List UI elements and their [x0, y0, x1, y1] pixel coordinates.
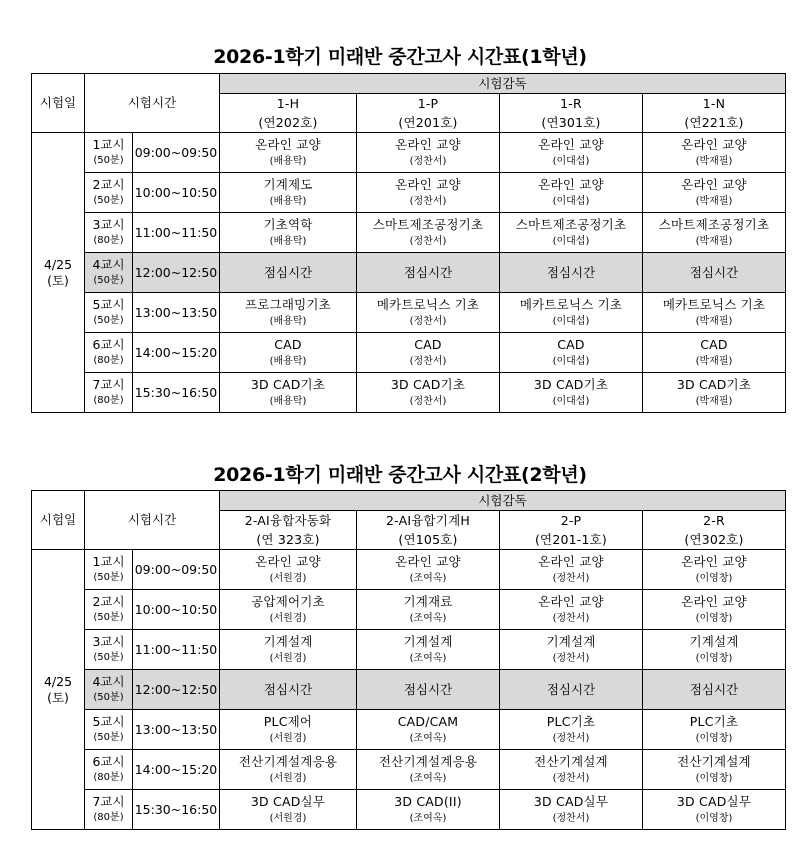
subject-cell: [357, 373, 500, 413]
subject-cell: [500, 373, 643, 413]
period-duration: (50분): [93, 275, 124, 287]
subject-name: 온라인 교양: [681, 176, 747, 192]
proctor-name: (배용탁): [269, 315, 307, 327]
period-cell: [85, 590, 133, 630]
proctor-name: (서원경): [269, 732, 307, 744]
proctor-name: (정찬서): [552, 572, 590, 584]
period-cell: [85, 710, 133, 750]
proctor-name: (정찬서): [409, 195, 447, 207]
subject-cell: [220, 550, 357, 590]
subject-name: 온라인 교양: [681, 136, 747, 152]
lunch-cell: 점심시간: [357, 670, 500, 710]
subject-name: 전산기계설계응용: [238, 753, 338, 769]
time-cell: 10:00~10:50: [133, 590, 220, 630]
class-room: (연202호): [258, 114, 318, 130]
subject-name: 온라인 교양: [538, 176, 604, 192]
period-cell: [85, 790, 133, 830]
subject-name: CAD: [414, 336, 442, 352]
proctor-name: (정찬서): [552, 732, 590, 744]
subject-cell: [500, 790, 643, 830]
proctor-name: (정찬서): [409, 155, 447, 167]
period-duration: (50분): [93, 315, 124, 327]
class-room: (연201-1호): [534, 531, 608, 547]
subject-name: 기계설계: [689, 633, 739, 649]
table-row: [32, 590, 786, 630]
subject-cell: [220, 133, 357, 173]
subject-name: 공압제어기초: [251, 593, 325, 609]
subject-name: 기계설계: [263, 633, 313, 649]
period-duration: (50분): [93, 195, 124, 207]
proctor-name: (정찬서): [552, 772, 590, 784]
subject-cell: [643, 333, 786, 373]
table-row: [32, 710, 786, 750]
subject-cell: [500, 293, 643, 333]
exam-schedule-table-grade2: [31, 490, 786, 830]
subject-name: 온라인 교양: [255, 136, 321, 152]
subject-name: 3D CAD기초: [676, 376, 752, 392]
proctor-name: (배용탁): [269, 235, 307, 247]
lunch-row: [32, 670, 786, 710]
proctor-name: (배용탁): [269, 195, 307, 207]
subject-cell: [357, 133, 500, 173]
subject-cell: [220, 333, 357, 373]
subject-name: 3D CAD(II): [394, 793, 462, 809]
subject-cell: [643, 630, 786, 670]
proctor-name: (이대섭): [552, 355, 590, 367]
table-row: [32, 550, 786, 590]
time-cell: 12:00~12:50: [133, 670, 220, 710]
subject-name: CAD/CAM: [397, 713, 459, 729]
class-header-cell: [643, 511, 786, 550]
period-cell: [85, 670, 133, 710]
page-title-grade1: 2026-1학기 미래반 중간고사 시간표(1학년): [213, 46, 587, 68]
subject-cell: [500, 750, 643, 790]
proctor-name: (배용탁): [269, 395, 307, 407]
period-cell: [85, 213, 133, 253]
period-label: 5교시: [92, 714, 125, 730]
subject-cell: [357, 333, 500, 373]
time-cell: 09:00~09:50: [133, 550, 220, 590]
period-cell: [85, 630, 133, 670]
period-label: 7교시: [92, 377, 125, 393]
subject-name: 메카트로닉스 기초: [662, 296, 766, 312]
proctor-name: (정찬서): [552, 812, 590, 824]
time-cell: 13:00~13:50: [133, 293, 220, 333]
class-name: 1-N: [702, 95, 726, 111]
period-duration: (50분): [93, 612, 124, 624]
subject-name: 메카트로닉스 기초: [376, 296, 480, 312]
page-title-grade2: 2026-1학기 미래반 중간고사 시간표(2학년): [213, 464, 587, 486]
subject-name: PLC기초: [546, 713, 596, 729]
header-row: [32, 74, 786, 94]
subject-name: 전산기계설계: [534, 753, 608, 769]
subject-cell: [357, 590, 500, 630]
period-duration: (50분): [93, 692, 124, 704]
subject-name: 기계설계: [546, 633, 596, 649]
subject-name: 스마트제조공정기초: [658, 216, 770, 232]
proctor-name: (이영창): [695, 652, 733, 664]
proctor-name: (정찬서): [552, 652, 590, 664]
class-room: (연 323호): [256, 531, 320, 547]
period-cell: [85, 253, 133, 293]
class-name: 1-R: [560, 95, 582, 111]
table-row: [32, 790, 786, 830]
proctor-name: (박재필): [695, 395, 733, 407]
period-duration: (80분): [93, 355, 124, 367]
period-cell: [85, 293, 133, 333]
proctor-header: 시험감독: [220, 74, 786, 94]
subject-cell: [643, 750, 786, 790]
period-label: 7교시: [92, 794, 125, 810]
time-cell: 14:00~15:20: [133, 333, 220, 373]
subject-name: PLC기초: [689, 713, 739, 729]
class-name: 2-R: [703, 512, 725, 528]
subject-cell: [220, 293, 357, 333]
exam-time-header: 시험시간: [85, 74, 220, 133]
proctor-header: 시험감독: [220, 491, 786, 511]
period-duration: (50분): [93, 572, 124, 584]
exam-date: 4/25: [43, 256, 73, 272]
period-label: 6교시: [92, 754, 125, 770]
subject-cell: [220, 630, 357, 670]
proctor-name: (서원경): [269, 572, 307, 584]
subject-cell: [643, 590, 786, 630]
proctor-name: (이영창): [695, 772, 733, 784]
subject-cell: [500, 213, 643, 253]
subject-cell: [220, 213, 357, 253]
exam-date-cell: [32, 133, 85, 413]
proctor-name: (박재필): [695, 155, 733, 167]
header-row: [32, 491, 786, 511]
time-cell: 11:00~11:50: [133, 630, 220, 670]
table-row: [32, 373, 786, 413]
proctor-name: (서원경): [269, 652, 307, 664]
subject-name: CAD: [274, 336, 302, 352]
time-cell: 13:00~13:50: [133, 710, 220, 750]
period-duration: (80분): [93, 235, 124, 247]
subject-cell: [357, 790, 500, 830]
lunch-cell: 점심시간: [500, 670, 643, 710]
time-cell: 15:30~16:50: [133, 790, 220, 830]
time-cell: 11:00~11:50: [133, 213, 220, 253]
subject-cell: [643, 373, 786, 413]
time-cell: 15:30~16:50: [133, 373, 220, 413]
table-row: [32, 750, 786, 790]
proctor-name: (배용탁): [269, 355, 307, 367]
subject-name: CAD: [700, 336, 728, 352]
subject-name: 스마트제조공정기초: [515, 216, 627, 232]
lunch-row: [32, 253, 786, 293]
subject-name: 프로그래밍기초: [245, 296, 331, 312]
lunch-cell: 점심시간: [357, 253, 500, 293]
time-cell: 12:00~12:50: [133, 253, 220, 293]
subject-cell: [220, 590, 357, 630]
subject-name: 온라인 교양: [395, 553, 461, 569]
period-duration: (50분): [93, 732, 124, 744]
proctor-name: (박재필): [695, 195, 733, 207]
table-row: [32, 173, 786, 213]
exam-date: 4/25: [43, 673, 73, 689]
subject-cell: [643, 293, 786, 333]
period-duration: (80분): [93, 772, 124, 784]
proctor-name: (이영창): [695, 572, 733, 584]
subject-name: 온라인 교양: [538, 593, 604, 609]
period-cell: [85, 373, 133, 413]
proctor-name: (정찬서): [409, 315, 447, 327]
subject-name: 기계재료: [403, 593, 453, 609]
exam-time-header: 시험시간: [85, 491, 220, 550]
exam-weekday: (토): [47, 689, 69, 705]
subject-cell: [643, 173, 786, 213]
class-header-cell: [220, 511, 357, 550]
exam-day-header: 시험일: [32, 491, 85, 550]
period-label: 3교시: [92, 634, 125, 650]
subject-name: 전산기계설계응용: [378, 753, 478, 769]
class-header-cell: [643, 94, 786, 133]
proctor-name: (정찬서): [409, 235, 447, 247]
class-header-cell: [500, 511, 643, 550]
proctor-name: (정찬서): [552, 612, 590, 624]
proctor-name: (이영창): [695, 732, 733, 744]
proctor-name: (조여옥): [409, 812, 447, 824]
period-label: 4교시: [92, 674, 125, 690]
proctor-name: (박재필): [695, 355, 733, 367]
class-name: 1-P: [417, 95, 439, 111]
subject-name: 온라인 교양: [538, 553, 604, 569]
proctor-name: (조여옥): [409, 652, 447, 664]
class-room: (연221호): [684, 114, 744, 130]
proctor-name: (박재필): [695, 235, 733, 247]
subject-cell: [500, 590, 643, 630]
lunch-cell: 점심시간: [500, 253, 643, 293]
lunch-cell: 점심시간: [643, 253, 786, 293]
class-room: (연301호): [541, 114, 601, 130]
table-row: [32, 213, 786, 253]
subject-cell: [220, 373, 357, 413]
time-cell: 10:00~10:50: [133, 173, 220, 213]
subject-name: 3D CAD기초: [250, 376, 326, 392]
subject-name: CAD: [557, 336, 585, 352]
period-label: 5교시: [92, 297, 125, 313]
exam-date-cell: [32, 550, 85, 830]
subject-cell: [357, 630, 500, 670]
subject-name: 3D CAD실무: [533, 793, 609, 809]
class-name: 1-H: [276, 95, 300, 111]
subject-cell: [357, 710, 500, 750]
subject-cell: [357, 550, 500, 590]
table-row: [32, 133, 786, 173]
subject-cell: [500, 333, 643, 373]
subject-name: 기계제도: [263, 176, 313, 192]
exam-weekday: (토): [47, 272, 69, 288]
class-header-cell: [220, 94, 357, 133]
time-cell: 14:00~15:20: [133, 750, 220, 790]
subject-name: 메카트로닉스 기초: [519, 296, 623, 312]
period-cell: [85, 133, 133, 173]
subject-name: 3D CAD실무: [676, 793, 752, 809]
period-label: 4교시: [92, 257, 125, 273]
class-header-cell: [357, 511, 500, 550]
subject-cell: [220, 710, 357, 750]
proctor-name: (이대섭): [552, 315, 590, 327]
proctor-name: (조여옥): [409, 772, 447, 784]
subject-cell: [220, 173, 357, 213]
proctor-name: (이영창): [695, 812, 733, 824]
proctor-name: (서원경): [269, 612, 307, 624]
class-header-cell: [500, 94, 643, 133]
class-name: 2-AI융합자동화: [244, 512, 332, 528]
subject-cell: [357, 750, 500, 790]
subject-name: 3D CAD실무: [250, 793, 326, 809]
period-cell: [85, 550, 133, 590]
class-room: (연201호): [398, 114, 458, 130]
proctor-name: (이영창): [695, 612, 733, 624]
period-duration: (50분): [93, 652, 124, 664]
subject-name: 온라인 교양: [395, 136, 461, 152]
proctor-name: (서원경): [269, 812, 307, 824]
subject-cell: [643, 710, 786, 750]
subject-name: PLC제어: [263, 713, 313, 729]
subject-name: 3D CAD기초: [390, 376, 466, 392]
proctor-name: (서원경): [269, 772, 307, 784]
subject-name: 온라인 교양: [395, 176, 461, 192]
subject-name: 온라인 교양: [538, 136, 604, 152]
subject-name: 기계설계: [403, 633, 453, 649]
proctor-name: (정찬서): [409, 395, 447, 407]
subject-cell: [643, 133, 786, 173]
proctor-name: (박재필): [695, 315, 733, 327]
subject-name: 전산기계설계: [677, 753, 751, 769]
subject-cell: [500, 710, 643, 750]
subject-cell: [500, 630, 643, 670]
period-label: 2교시: [92, 177, 125, 193]
period-cell: [85, 333, 133, 373]
subject-cell: [643, 213, 786, 253]
period-label: 6교시: [92, 337, 125, 353]
class-name: 2-AI융합기계H: [386, 512, 470, 528]
proctor-name: (이대섭): [552, 395, 590, 407]
proctor-name: (배용탁): [269, 155, 307, 167]
proctor-name: (이대섭): [552, 195, 590, 207]
period-label: 2교시: [92, 594, 125, 610]
subject-cell: [357, 213, 500, 253]
subject-cell: [500, 133, 643, 173]
proctor-name: (조여옥): [409, 572, 447, 584]
period-cell: [85, 173, 133, 213]
subject-name: 스마트제조공정기초: [372, 216, 484, 232]
subject-cell: [357, 293, 500, 333]
table-row: [32, 630, 786, 670]
subject-cell: [643, 550, 786, 590]
proctor-name: (조여옥): [409, 732, 447, 744]
subject-cell: [500, 550, 643, 590]
class-header-cell: [357, 94, 500, 133]
subject-name: 3D CAD기초: [533, 376, 609, 392]
proctor-name: (조여옥): [409, 612, 447, 624]
time-cell: 09:00~09:50: [133, 133, 220, 173]
proctor-name: (이대섭): [552, 155, 590, 167]
period-label: 3교시: [92, 217, 125, 233]
lunch-cell: 점심시간: [220, 253, 357, 293]
subject-cell: [220, 790, 357, 830]
period-cell: [85, 750, 133, 790]
subject-cell: [500, 173, 643, 213]
subject-name: 온라인 교양: [255, 553, 321, 569]
proctor-name: (정찬서): [409, 355, 447, 367]
exam-schedule-table-grade1: [31, 73, 786, 413]
subject-cell: [357, 173, 500, 213]
lunch-cell: 점심시간: [220, 670, 357, 710]
period-label: 1교시: [92, 137, 125, 153]
table-row: [32, 333, 786, 373]
subject-cell: [643, 790, 786, 830]
period-duration: (80분): [93, 395, 124, 407]
proctor-name: (이대섭): [552, 235, 590, 247]
class-name: 2-P: [560, 512, 582, 528]
exam-day-header: 시험일: [32, 74, 85, 133]
class-room: (연105호): [398, 531, 458, 547]
period-duration: (50분): [93, 155, 124, 167]
subject-name: 온라인 교양: [681, 593, 747, 609]
table-row: [32, 293, 786, 333]
period-duration: (80분): [93, 812, 124, 824]
subject-cell: [220, 750, 357, 790]
lunch-cell: 점심시간: [643, 670, 786, 710]
period-label: 1교시: [92, 554, 125, 570]
subject-name: 온라인 교양: [681, 553, 747, 569]
subject-name: 기초역학: [263, 216, 313, 232]
class-room: (연302호): [684, 531, 744, 547]
